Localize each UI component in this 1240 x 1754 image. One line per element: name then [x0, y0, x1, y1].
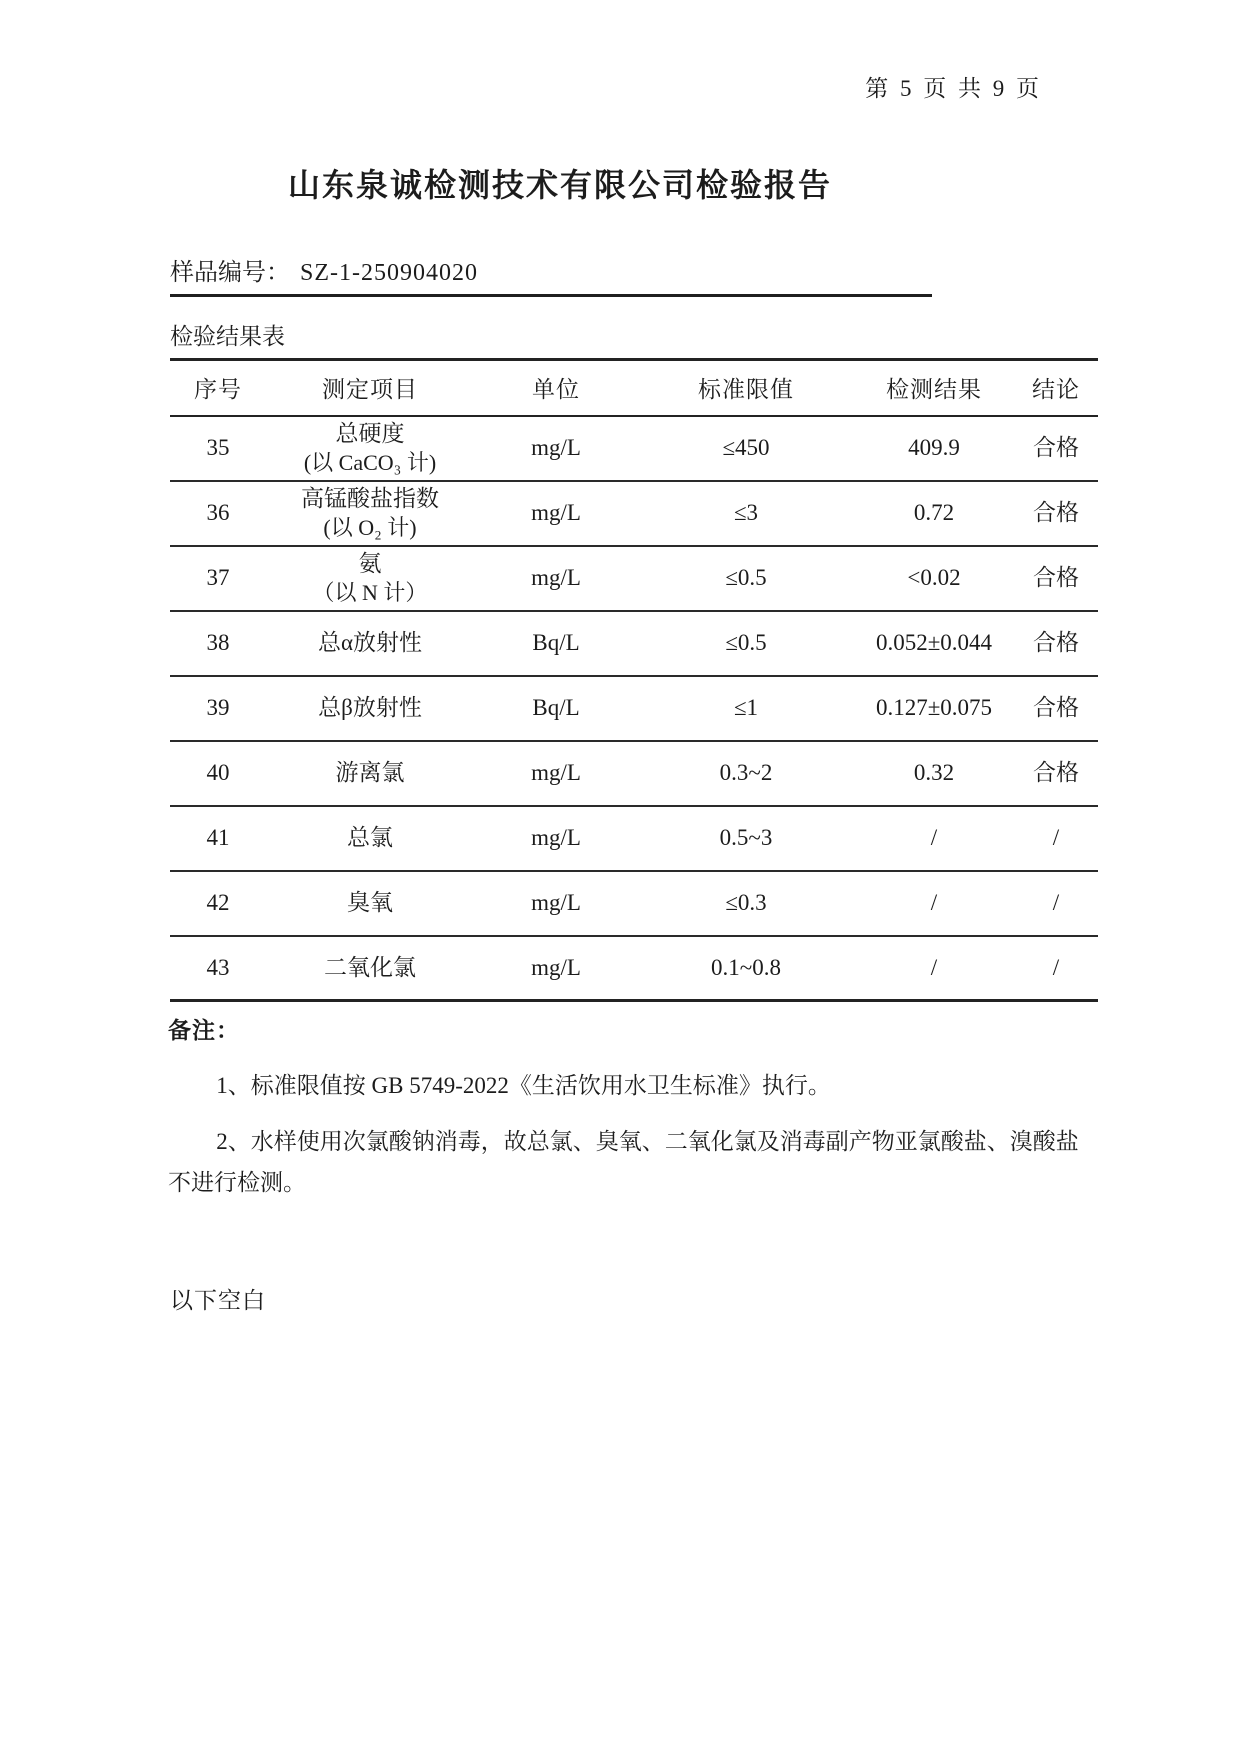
cell-no: 37 — [170, 546, 266, 611]
table-row — [170, 936, 1098, 1001]
header-unit: 单位 — [474, 360, 638, 416]
cell-no: 40 — [170, 741, 266, 806]
note-item-2: 2、水样使用次氯酸钠消毒，故总氯、臭氧、二氧化氯及消毒副产物亚氯酸盐、溴酸盐不进行检测。 — [168, 1128, 1079, 1196]
cell-limit: 0.1~0.8 — [711, 955, 781, 981]
table-row — [170, 611, 1098, 676]
cell-result: / — [854, 806, 1014, 871]
cell-item — [266, 611, 474, 676]
note-item-1: 1、标准限值按 GB 5749-2022《生活饮用水卫生标准》执行。 — [216, 1073, 831, 1099]
cell-unit: mg/L — [474, 416, 638, 481]
sample-number-label: 样品编号： — [170, 260, 290, 286]
cell-result: 409.9 — [854, 416, 1014, 481]
item-name: 氨 — [358, 551, 382, 577]
cell-result: 0.32 — [854, 741, 1014, 806]
item-name: 总氯 — [347, 825, 393, 851]
sample-number-line — [170, 252, 932, 297]
cell-no: 36 — [170, 481, 266, 546]
cell-item — [266, 936, 474, 1001]
table-row — [170, 416, 1098, 481]
cell-unit: mg/L — [531, 955, 581, 981]
cell-item — [266, 676, 474, 741]
cell-result: / — [930, 955, 938, 981]
results-table-caption: 检验结果表 — [170, 324, 285, 349]
cell-limit: ≤0.5 — [638, 611, 854, 676]
cell-no: 38 — [170, 611, 266, 676]
cell-conclusion: 合格 — [1014, 481, 1098, 546]
item-name: 二氧化氯 — [324, 955, 416, 981]
results-table — [170, 358, 1098, 1002]
table-row — [170, 481, 1098, 546]
cell-item — [266, 806, 474, 871]
cell-unit: mg/L — [474, 806, 638, 871]
item-name-line2: (以 O₂ 计) — [323, 514, 417, 540]
cell-limit: 0.5~3 — [638, 806, 854, 871]
cell-limit: 0.3~2 — [638, 741, 854, 806]
cell-no: 41 — [170, 806, 266, 871]
item-name: 总α放射性 — [317, 630, 423, 656]
header-item: 测定项目 — [266, 360, 474, 416]
header-no: 序号 — [170, 360, 266, 416]
cell-conclusion: 合格 — [1014, 611, 1098, 676]
item-name: 臭氧 — [347, 890, 393, 916]
item-name: 高锰酸盐指数 — [301, 486, 439, 512]
cell-unit: mg/L — [474, 871, 638, 936]
cell-limit: ≤450 — [638, 416, 854, 481]
cell-unit: Bq/L — [474, 676, 638, 741]
cell-limit: ≤0.3 — [638, 871, 854, 936]
cell-item — [266, 416, 474, 481]
table-header-row — [170, 360, 1098, 416]
item-name: 总β放射性 — [318, 695, 422, 721]
cell-item — [266, 546, 474, 611]
cell-limit: ≤3 — [638, 481, 854, 546]
item-name: 游离氯 — [335, 760, 405, 786]
item-name-line2: （以 N 计） — [312, 579, 428, 605]
cell-result: 0.72 — [854, 481, 1014, 546]
cell-limit: ≤1 — [638, 676, 854, 741]
table-row — [170, 871, 1098, 936]
cell-conclusion: / — [1014, 806, 1098, 871]
cell-no: 39 — [170, 676, 266, 741]
page-number: 第 5 页 共 9 页 — [865, 76, 1042, 101]
table-row — [170, 676, 1098, 741]
cell-item — [266, 741, 474, 806]
header-limit: 标准限值 — [638, 360, 854, 416]
cell-conclusion: 合格 — [1014, 741, 1098, 806]
header-result: 检测结果 — [854, 360, 1014, 416]
table-row — [170, 546, 1098, 611]
cell-conclusion: 合格 — [1014, 676, 1098, 741]
cell-limit: ≤0.5 — [638, 546, 854, 611]
notes-section — [168, 1014, 1086, 1218]
cell-item — [266, 481, 474, 546]
cell-no: 42 — [170, 871, 266, 936]
cell-result: 0.052±0.044 — [854, 611, 1014, 676]
sample-number-value: SZ-1-250904020 — [300, 260, 478, 286]
table-row — [170, 741, 1098, 806]
blank-below-note: 以下空白 — [170, 1288, 266, 1313]
cell-conclusion: 合格 — [1014, 416, 1098, 481]
cell-result: <0.02 — [854, 546, 1014, 611]
notes-label: 备注： — [168, 1018, 240, 1043]
cell-result: / — [854, 871, 1014, 936]
cell-conclusion: 合格 — [1014, 546, 1098, 611]
table-row — [170, 806, 1098, 871]
header-conclusion: 结论 — [1014, 360, 1098, 416]
item-name-line2: (以 CaCO₃ 计) — [303, 449, 437, 475]
cell-unit: mg/L — [474, 546, 638, 611]
cell-unit: mg/L — [474, 481, 638, 546]
cell-conclusion: / — [1052, 955, 1060, 981]
cell-unit: Bq/L — [474, 611, 638, 676]
cell-no: 35 — [170, 416, 266, 481]
cell-unit: mg/L — [474, 741, 638, 806]
report-title: 山东泉诚检测技术有限公司检验报告 — [287, 167, 832, 203]
cell-conclusion: / — [1014, 871, 1098, 936]
item-name: 总硬度 — [335, 421, 405, 447]
cell-no: 43 — [206, 955, 230, 981]
cell-item — [266, 871, 474, 936]
cell-result: 0.127±0.075 — [854, 676, 1014, 741]
